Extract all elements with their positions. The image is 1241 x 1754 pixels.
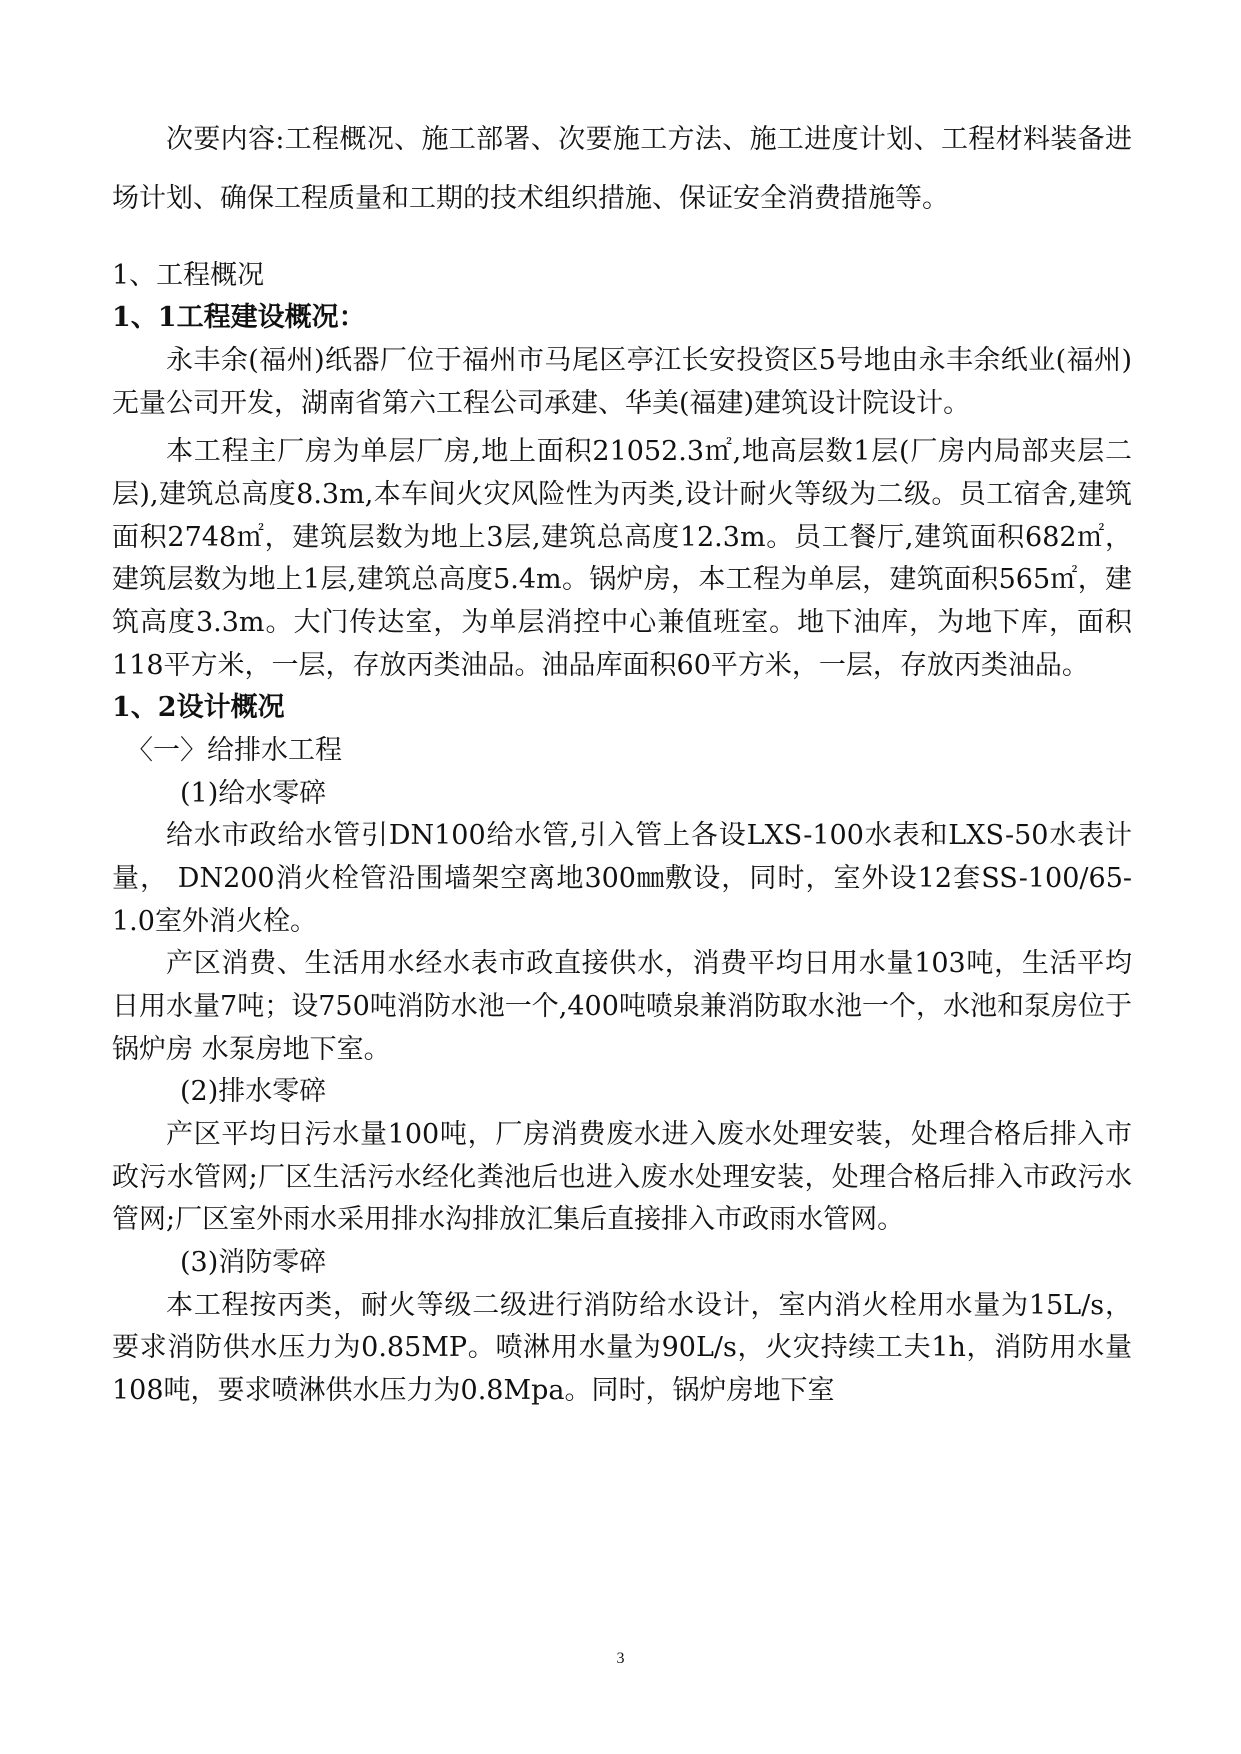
paragraph-drainage: 产区平均日污水量100吨，厂房消费废水进入废水处理安装，处理合格后排入市政污水管网;厂区生活污水经化粪池后也进入废水处理安装，处理合格后排入市政污水管网;厂区室外雨水采用排水沟排放汇集后直接排入市政雨水管网。 [112, 1118, 1132, 1236]
subsection-drainage: (2)排水零碎 [180, 1076, 327, 1108]
subsection-water-supply-drainage: 〈一〉给排水工程 [126, 735, 342, 766]
section-heading-1-2: 1、2设计概况 [112, 692, 285, 724]
section-heading-1: 1、工程概况 [112, 259, 265, 291]
paragraph-water-use: 产区消费、生活用水经水表市政直接供水，消费平均日用水量103吨，生活平均日用水量7吨；设750吨消防水池一个,400吨喷泉兼消防取水池一个，水池和泵房位于锅炉房 水泵房地下室。 [112, 948, 1132, 1065]
paragraph-water-supply: 给水市政给水管引DN100给水管,引入管上各设LXS-100水表和LXS-50水表计量， DN200消火栓管沿围墙架空离地300㎜敷设，同时，室外设12套SS-100/65-1.0室外消火栓。 [112, 820, 1132, 937]
paragraph-overview: 永丰余(福州)纸器厂位于福州市马尾区亭江长安投资区5号地由永丰余纸业(福州)无量公司开发，湖南省第六工程公司承建、华美(福建)建筑设计院设计。 [112, 345, 1132, 419]
subsection-water-supply: (1)给水零碎 [180, 777, 327, 809]
section-heading-1-1: 1、1工程建设概况： [112, 302, 366, 334]
page-content [112, 110, 1132, 1413]
subsection-fire-protection: (3)消防零碎 [180, 1246, 327, 1278]
paragraph-building-details: 本工程主厂房为单层厂房,地上面积21052.3㎡,地高层数1层(厂房内局部夹层二层),建筑总高度8.3m,本车间火灾风险性为丙类,设计耐火等级为二级。员工宿舍,建筑面积2748㎡，建筑层数为地上3层,建筑总高度12.3m。员工餐厅,建筑面积682㎡，建筑层数为地上1层,建筑总高度5.4m。锅炉房，本工程为单层，建筑面积565㎡，建筑高度3.3m。大门传达室，为单层消控中心兼值班室。地下油库，为地下库，面积118平方米，一层，存放丙类油品。油品库面积60平方米，一层，存放丙类油品。 [112, 436, 1132, 681]
intro-paragraph: 次要内容:工程概况、施工部署、次要施工方法、施工进度计划、工程材料装备进场计划、确保工程质量和工期的技术组织措施、保证安全消费措施等。 [112, 124, 1132, 215]
paragraph-fire-protection: 本工程按丙类，耐火等级二级进行消防给水设计，室内消火栓用水量为15L/s，要求消防供水压力为0.85MP。喷淋用水量为90L/s，火灾持续工夫1h，消防用水量108吨，要求喷淋供水压力为0.8Mpa。同时，锅炉房地下室 [112, 1289, 1132, 1406]
page-number: 3 [616, 1650, 625, 1667]
